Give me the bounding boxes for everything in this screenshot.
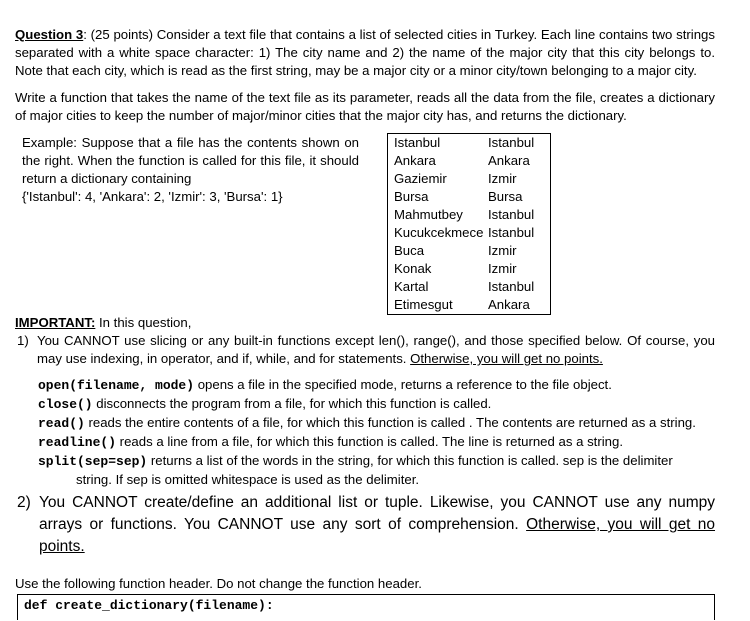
question-description: : (25 points) Consider a text file that contains a list of selected cities in Turkey. Each line contains two strings separated with a white space character: 1) The city name and 2) the name of the major city that this city belongs to. Note that each city, which is read as the first string, may be a major city or a minor city/town belonging to a major city.: [15, 27, 715, 78]
city-name-cell: Mahmutbey: [394, 207, 463, 222]
major-city-cell: Izmir: [488, 171, 517, 186]
question-task: Write a function that takes the name of the text file as its parameter, reads all the data from the file, creates a dictionary of major cities to keep the number of major/minor cities that the major city has, and returns the dictionary.: [15, 90, 715, 123]
function-list: [38, 376, 714, 489]
table-row: [388, 206, 551, 224]
table-row: [388, 242, 551, 260]
rule-2-number: 2): [17, 494, 31, 511]
table-row: [388, 224, 551, 242]
question-label: Question 3: [15, 27, 84, 42]
major-city-cell: Istanbul: [488, 279, 535, 294]
major-city-cell: Ankara: [488, 153, 530, 168]
function-item: [38, 414, 714, 433]
function-signature: open(filename, mode): [38, 378, 195, 393]
table-row: [388, 152, 551, 170]
function-description: returns a list of the words in the string, for which this function is called. sep is the delimiter: [147, 453, 673, 468]
city-name-cell: Kucukcekmece: [394, 225, 484, 240]
code-header-box: [17, 594, 715, 620]
city-name-cell: Etimesgut: [394, 297, 453, 312]
table-row: [388, 134, 551, 153]
major-city-cell: Bursa: [488, 189, 523, 204]
major-city-cell: Izmir: [488, 261, 517, 276]
rule-2-text: You CANNOT create/define an additional list or tuple. Likewise, you CANNOT use any numpy arrays or functions. You CANNOT use any sort of comprehension.: [39, 494, 715, 533]
function-signature: split(sep=sep): [38, 454, 148, 469]
table-row: [388, 296, 551, 315]
function-item: [38, 452, 714, 471]
question-intro: [15, 26, 715, 80]
major-city-cell: Istanbul: [488, 225, 535, 240]
function-header-code: def create_dictionary(filename):: [24, 598, 274, 613]
rule-2-warning: Otherwise, you will get no points.: [39, 516, 716, 555]
function-description: reads a line from a file, for which this function is called. The line is returned as a string.: [116, 434, 624, 449]
important-label: IMPORTANT:: [15, 315, 96, 330]
function-signature: close(): [38, 397, 93, 412]
table-row: [388, 170, 551, 188]
function-description: disconnects the program from a file, for which this function is called.: [92, 396, 492, 411]
example-description: Example: Suppose that a file has the contents shown on the right. When the function is called for this file, it should return a dictionary containing: [22, 135, 359, 186]
major-city-cell: Ankara: [488, 297, 530, 312]
city-name-cell: Gaziemir: [394, 171, 447, 186]
table-row: [388, 188, 551, 206]
city-name-cell: Konak: [394, 261, 432, 276]
example-result: {'Istanbul': 4, 'Ankara': 2, 'Izmir': 3, 'Bursa': 1}: [22, 189, 283, 204]
major-city-cell: Izmir: [488, 243, 517, 258]
function-item: [38, 433, 714, 452]
city-table: [387, 133, 551, 315]
function-description: reads the entire contents of a file, for which this function is called . The contents are returned as a string.: [84, 415, 696, 430]
rule-1: [17, 332, 715, 368]
function-signature: readline(): [38, 435, 117, 450]
header-instruction: Use the following function header. Do not change the function header.: [15, 576, 422, 591]
function-description: opens a file in the specified mode, returns a reference to the file object.: [194, 377, 612, 392]
table-row: [388, 260, 551, 278]
function-item: [38, 395, 714, 414]
city-name-cell: Buca: [394, 243, 425, 258]
city-name-cell: Istanbul: [394, 135, 441, 150]
major-city-cell: Istanbul: [488, 135, 535, 150]
rule-1-warning: Otherwise, you will get no points.: [410, 351, 603, 366]
important-intro: In this question,: [95, 315, 192, 330]
city-name-cell: Ankara: [394, 153, 436, 168]
example-block: [22, 134, 359, 206]
city-name-cell: Bursa: [394, 189, 429, 204]
rule-1-text: You CANNOT use slicing or any built-in functions except len(), range(), and those specified below. Of course, you may use indexing, in operator, and if, while, and for statements.: [37, 333, 715, 366]
split-continuation: string. If sep is omitted whitespace is used as the delimiter.: [76, 472, 420, 487]
important-heading: [15, 314, 715, 332]
table-row: [388, 278, 551, 296]
city-name-cell: Kartal: [394, 279, 429, 294]
function-item: [38, 376, 714, 395]
rule-2: [17, 492, 715, 558]
major-city-cell: Istanbul: [488, 207, 535, 222]
function-signature: read(): [38, 416, 85, 431]
rule-1-number: 1): [17, 333, 29, 348]
